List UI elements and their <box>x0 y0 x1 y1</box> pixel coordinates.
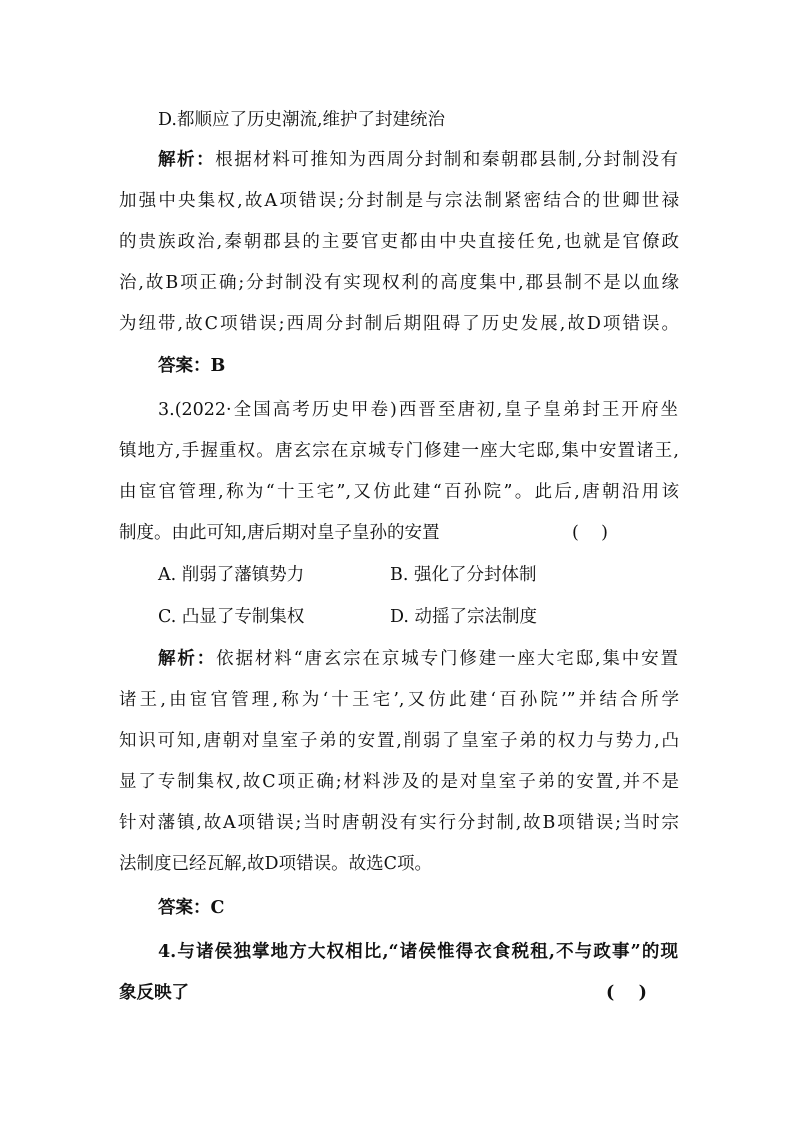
q2-analysis-line-3: 的贵族政治,秦朝郡县的主要官吏都由中央直接任免,也就是官僚政 <box>119 232 679 252</box>
q3-option-d: D. 动摇了宗法制度 <box>390 607 538 627</box>
q2-analysis-label: 解析： <box>158 150 216 170</box>
q2-answer: 答案：B <box>158 356 226 376</box>
q3-analysis-line-3: 知识可知,唐朝对皇室子弟的安置,削弱了皇室子弟的权力与势力,凸 <box>119 731 679 751</box>
q3-stem-line-2: 镇地方,手握重权。唐玄宗在京城专门修建一座大宅邸,集中安置诸王, <box>119 441 679 461</box>
q2-analysis-line-1: 解析：根据材料可推知为西周分封制和秦朝郡县制,分封制没有 <box>158 150 679 170</box>
q3-answer: 答案：C <box>158 898 225 918</box>
q3-option-b: B. 强化了分封体制 <box>390 565 537 585</box>
q3-stem-line-1: 3.(2022·全国高考历史甲卷)西晋至唐初,皇子皇弟封王开府坐 <box>158 400 678 420</box>
q3-stem-line-3: 由宦官管理,称为“十王宅”,又仿此建“百孙院”。此后,唐朝沿用该 <box>119 482 679 502</box>
q3-option-a: A. 削弱了藩镇势力 <box>158 565 305 585</box>
q3-analysis-line-1: 解析：依据材料“唐玄宗在京城专门修建一座大宅邸,集中安置 <box>158 649 678 669</box>
q4-stem-line-2: 象反映了 <box>119 983 189 1003</box>
q2-analysis-line-4: 治,故B项正确;分封制没有实现权利的高度集中,郡县制不是以血缘 <box>119 273 679 293</box>
q3-analysis-line-4: 显了专制集权,故C项正确;材料涉及的是对皇室子弟的安置,并不是 <box>119 772 679 792</box>
q3-option-c: C. 凸显了专制集权 <box>158 607 305 627</box>
q3-answer-bracket: ( ) <box>572 523 608 543</box>
q3-analysis-label: 解析： <box>158 649 217 669</box>
q3-analysis-line-2: 诸王,由宦官管理,称为‘十王宅’,又仿此建‘百孙院’”并结合所学 <box>119 690 679 710</box>
q2-analysis-line-5: 为纽带,故C项错误;西周分封制后期阻碍了历史发展,故D项错误。 <box>119 314 679 334</box>
q3-analysis-line-5: 针对藩镇,故A项错误;当时唐朝没有实行分封制,故B项错误;当时宗 <box>119 813 679 833</box>
q4-stem-line-1: 4.与诸侯独掌地方大权相比,“诸侯惟得衣食税租,不与政事”的现 <box>158 942 678 962</box>
q3-stem-line-4: 制度。由此可知,唐后期对皇子皇孙的安置 <box>119 523 440 543</box>
q2-analysis-line-2: 加强中央集权,故A项错误;分封制是与宗法制紧密结合的世卿世禄 <box>119 191 679 211</box>
q3-analysis-line-6: 法制度已经瓦解,故D项错误。故选C项。 <box>119 854 432 874</box>
q4-answer-bracket: ( ) <box>606 983 647 1003</box>
q2-option-d: D.都顺应了历史潮流,维护了封建统治 <box>158 110 446 130</box>
